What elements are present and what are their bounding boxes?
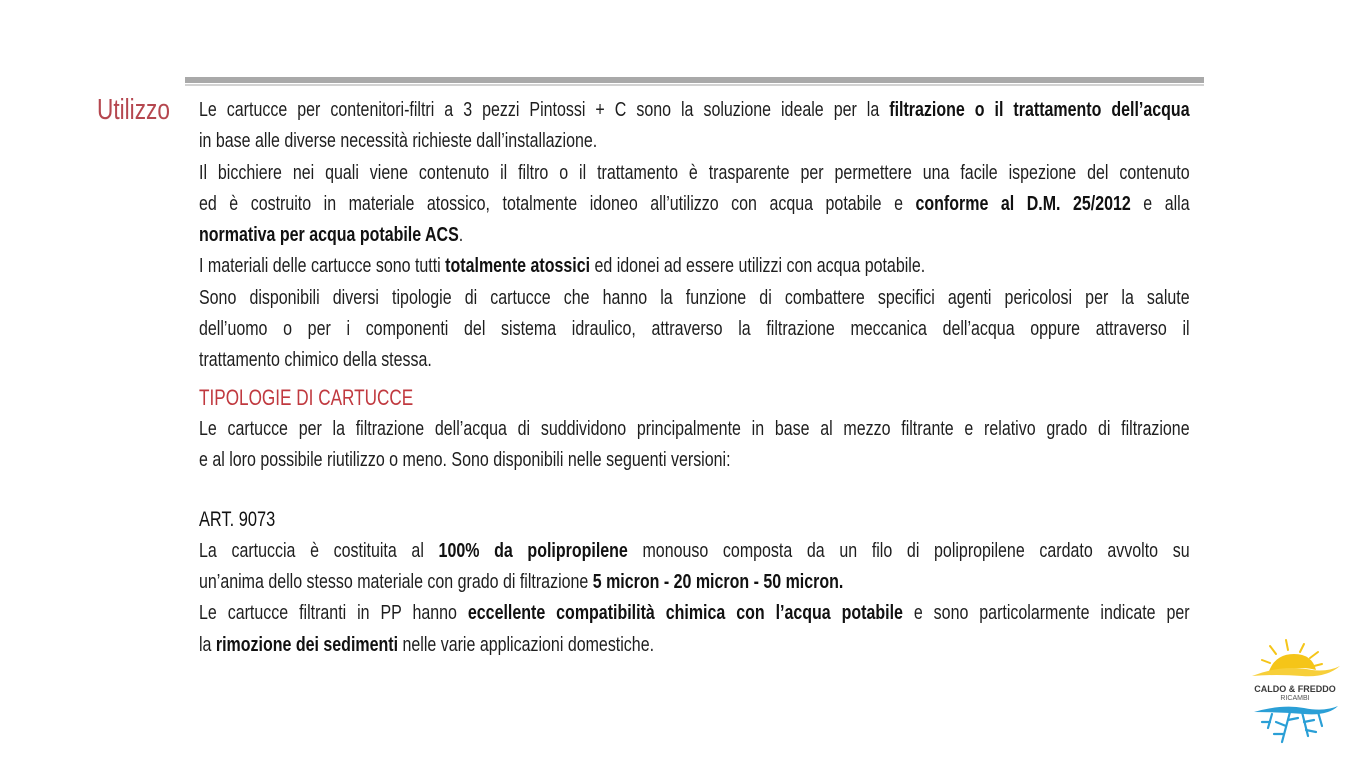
sun-snowflake-logo-icon — [1242, 636, 1348, 748]
types-line-1: Le cartucce per la filtrazione dell’acqua di suddividono principalmente in base al mezzo filtrante e relativo grado di filtrazione — [199, 416, 1190, 440]
intro-line-1: Le cartucce per contenitori-filtri a 3 pezzi Pintossi + C sono la soluzione ideale per la filtrazione o il trattamento dell’acqua — [199, 98, 1190, 121]
intro-line-4: ed è costruito in materiale atossico, totalmente idoneo all’utilizzo con acqua potabile e conforme al D.M. 25/2012 e alla — [199, 191, 1190, 215]
intro-line-2: in base alle diverse necessità richieste dall’installazione. — [199, 129, 598, 153]
intro-line-8: dell’uomo o per i componenti del sistema idraulico, attraverso la filtrazione meccanica dell’acqua oppure attraverso il — [199, 317, 1190, 341]
intro-line-3: Il bicchiere nei quali viene contenuto il filtro o il trattamento è trasparente per permettere una facile ispezione del contenuto — [199, 160, 1190, 184]
types-heading: TIPOLOGIE DI CARTUCCE — [199, 384, 414, 410]
logo-brand-text: CALDO & FREDDO — [1254, 684, 1336, 694]
article-line-4: la rimozione dei sedimenti nelle varie applicazioni domestiche. — [199, 632, 655, 656]
article-line-1: La cartuccia è costituita al 100% da polipropilene monouso composta da un filo di polipropilene cardato avvolto su — [199, 538, 1190, 562]
intro-line-7: Sono disponibili diversi tipologie di cartucce che hanno la funzione di combattere specifici agenti pericolosi per la salute — [199, 285, 1190, 309]
top-rule-shadow — [185, 84, 1204, 86]
intro-line-5: normativa per acqua potabile ACS. — [199, 223, 464, 247]
section-label: Utilizzo — [97, 94, 170, 126]
article-line-3: Le cartucce filtranti in PP hanno eccellente compatibilità chimica con l’acqua potabile e sono particolarmente indicate per — [199, 601, 1190, 625]
article-code: ART. 9073 — [199, 507, 276, 531]
article-line-2: un’anima dello stesso materiale con grado di filtrazione 5 micron - 20 micron - 50 micron. — [199, 570, 844, 594]
document-body — [199, 94, 1190, 660]
company-logo — [1242, 636, 1348, 748]
logo-sub-text: RICAMBI — [1280, 695, 1310, 702]
top-rule — [185, 77, 1204, 83]
intro-line-6: I materiali delle cartucce sono tutti totalmente atossici ed idonei ad essere utilizzi con acqua potabile. — [199, 254, 926, 278]
intro-line-9: trattamento chimico della stessa. — [199, 348, 432, 372]
types-line-2: e al loro possibile riutilizzo o meno. Sono disponibili nelle seguenti versioni: — [199, 448, 731, 472]
